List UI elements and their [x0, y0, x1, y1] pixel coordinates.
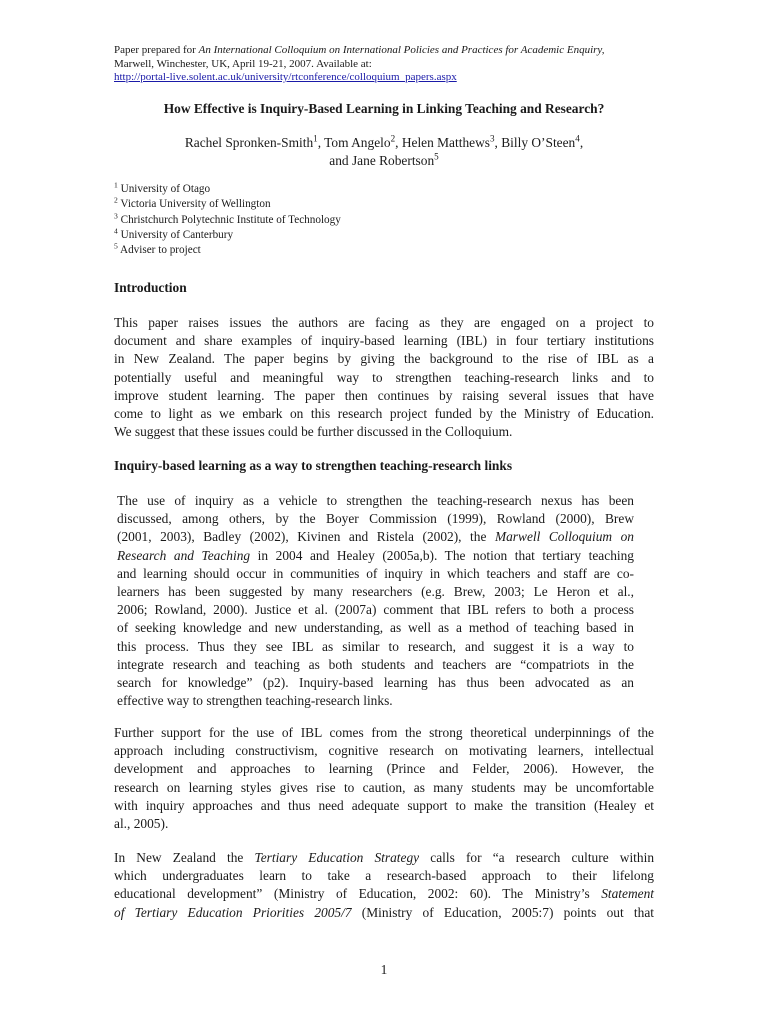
author-line-2: and Jane Robertson$^5$ [329, 151, 439, 168]
paper-link[interactable]: http://portal-live.solent.ac.uk/university/rtconference/colloquium_papers.aspx [114, 71, 457, 84]
further-support-paragraph: Further support for the use of IBL comes from the strong theoretical underpinnings of the approach including constructivism, cognitive research on motivating learners, intellectual development and approaches to learning (Prince and Felder, 2006). However, the research on learning styles gives rise to caution, as many students may be uncomfortable with inquiry approaches and thus need adequate support to make the transition (Healey et al., 2005). [114, 725, 654, 832]
affiliation-item: $^2$ Victoria University of Wellington [114, 195, 271, 211]
affiliation-item: $^5$ Adviser to project [114, 241, 201, 257]
new-zealand-paragraph: In New Zealand the Tertiary Education Strategy calls for “a research culture within which undergraduates learn to take a research-based approach to their lifelong educational development” (Ministry of Education, 2002: 60). The Ministry’s Statement of Tertiary Education Priorities 2005/7 (Ministry of Education, 2005:7) points out that [114, 850, 655, 920]
author-name: Rachel Spronken-Smith [184, 135, 314, 150]
introduction-paragraph: This paper raises issues the authors are facing as they are engaged on a project to document and share examples of inquiry-based learning (IBL) in four tertiary institutions in New Zealand. The paper begins by giving the background to the rise of IBL as a potentially useful and meaningful way to strengthen teaching-research links and to improve student learning. The paper then continues by raising several issues that have come to light as we embark on this research project funded by the Ministry of Education. We suggest that these issues could be further discussed in the Colloquium. [114, 315, 654, 440]
conference-name: An International Colloquium on International Policies and Practices for Academic Enquiry, [198, 44, 605, 56]
author-list [114, 134, 654, 170]
author-name: Tom Angelo [324, 135, 391, 150]
inquiry-paragraph: The use of inquiry as a vehicle to strengthen the teaching-research nexus has been discussed, among others, by the Boyer Commission (1999), Rowland (2000), Brew (2001, 2003), Badley (2002), Kivinen and Ristela (2002), the Marwell Colloquium on Research and Teaching in 2004 and Healey (2005a,b). The notion that tertiary teaching and learning should occur in communities of inquiry in which teachers and staff are co- learners has been suggested by many researchers (e.g. Brew, 2003; Le Heron et al., 2006; Rowland, 2000). Justice et al. (2007a) comment that IBL refers to both a process of seeking knowledge and new understanding, as well as a method of teaching based in this process. Thus they see IBL as similar to research, and suggest it is a way to integrate research and teaching as both students and teachers are “compatriots in the search for knowledge” (p2). Inquiry-based learning has thus been advocated as an effective way to strengthen teaching-research links. [117, 493, 635, 709]
affiliation-item: $^1$ University of Otago [114, 180, 211, 195]
heading-introduction: Introduction [114, 280, 187, 295]
author-name: Helen Matthews [401, 135, 490, 150]
author-line-1: Rachel Spronken-Smith$^1$, Tom Angelo$^2$, Helen Matthews$^3$, Billy O’Steen$^4$, [184, 133, 584, 150]
conference-header [114, 44, 714, 85]
header-line-1: Paper prepared for An International Colloquium on International Policies and Practices for Academic Enquiry, [114, 44, 605, 56]
affiliation-item: $^4$ University of Canterbury [114, 226, 234, 241]
paper-title: How Effective is Inquiry-Based Learning in Linking Teaching and Research? [163, 101, 605, 116]
author-name: Billy O’Steen [501, 135, 576, 150]
heading-ibl: Inquiry-based learning as a way to strengthen teaching-research links [114, 458, 513, 473]
affiliation-list [114, 182, 654, 258]
header-line-2: Marwell, Winchester, UK, April 19-21, 2007. Available at: [114, 57, 372, 70]
author-name: and Jane Robertson [329, 153, 435, 168]
page-number: 1 [380, 962, 388, 977]
affiliation-item: $^3$ Christchurch Polytechnic Institute of Technology [114, 210, 341, 226]
